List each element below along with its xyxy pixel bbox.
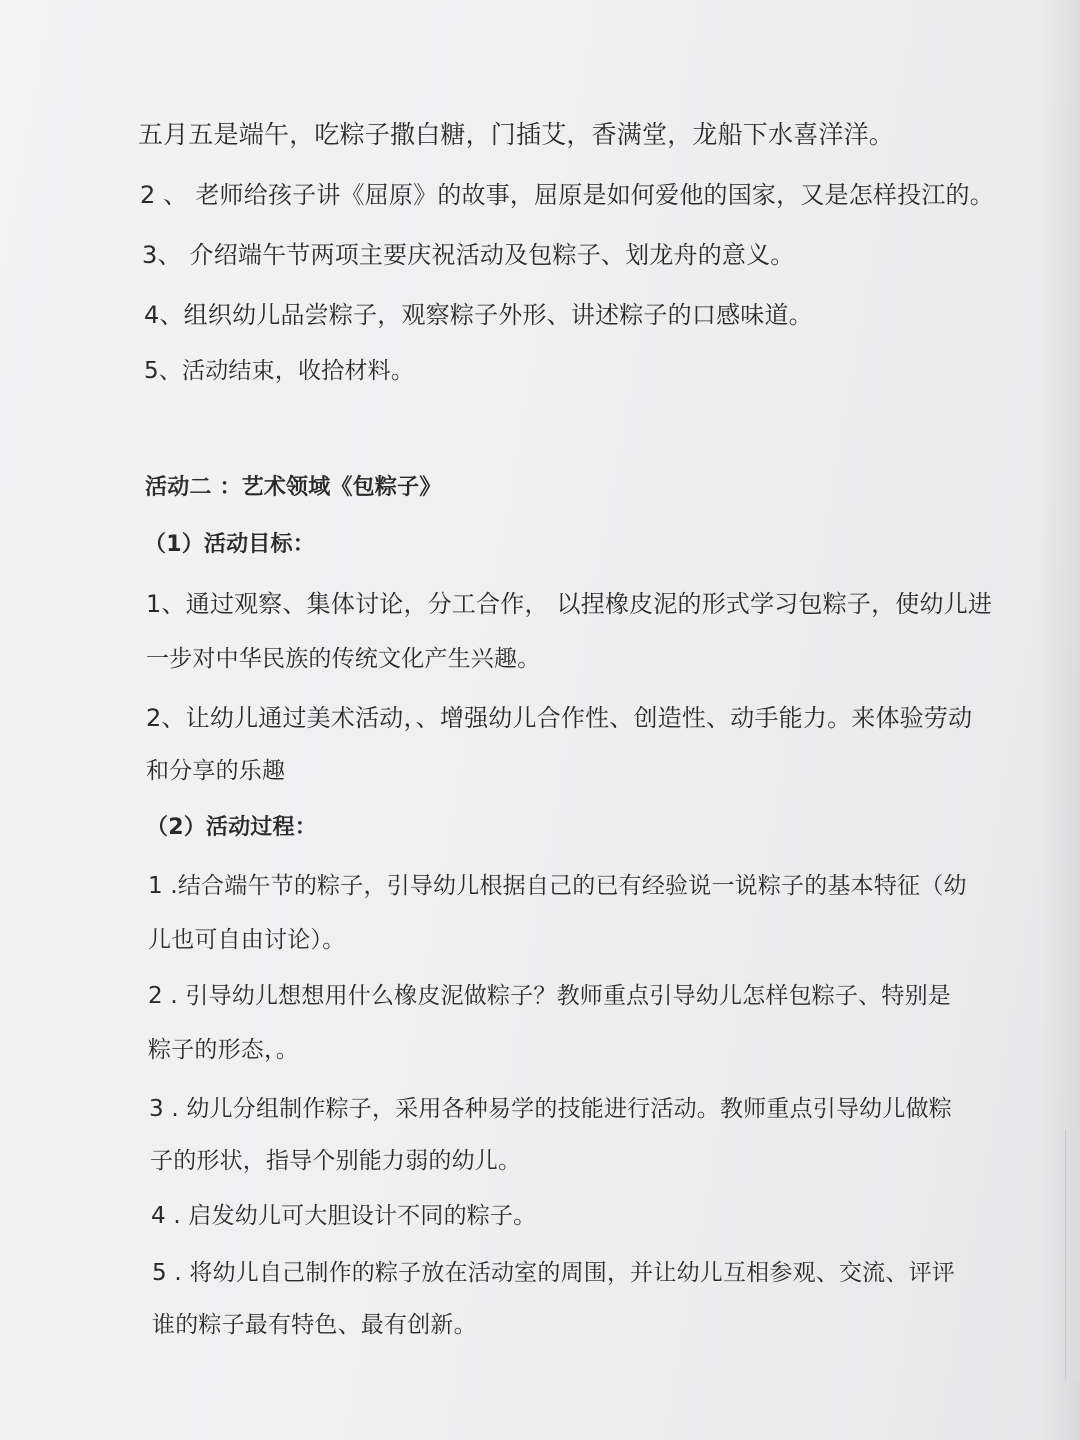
text-line: 3、 介绍端午节两项主要庆祝活动及包粽子、划龙舟的意义。 [142,241,795,269]
text-line: 子的形状，指导个别能力弱的幼儿。 [150,1148,522,1174]
text-line: 1 .结合端午节的粽子，引导幼儿根据自己的已有经验说一说粽子的基本特征（幼 [148,873,967,899]
text-line: 3 . 幼儿分组制作粽子，采用各种易学的技能进行活动。教师重点引导幼儿做粽 [149,1096,952,1122]
show-through-mark [390,395,810,421]
section-heading: 活动二 ：艺术领域《包粽子》 [145,475,442,500]
text-line: 5 . 将幼儿自己制作的粽子放在活动室的周围，并让幼儿互相参观、交流、评评 [152,1260,955,1286]
text-line: 2 . 引导幼儿想想用什么橡皮泥做粽子？教师重点引导幼儿怎样包粽子、特别是 [148,983,951,1009]
show-through-mark [610,340,720,368]
text-line: 和分享的乐趣 [146,758,286,784]
text-line: 5、活动结束，收拾材料。 [144,358,415,384]
subsection-heading: （2）活动过程： [146,815,317,840]
text-line: 一步对中华民族的传统文化产生兴趣。 [146,646,541,672]
text-line: 2、让幼儿通过美术活动，、增强幼儿合作性、创造性、动手能力。来体验劳动 [146,704,973,732]
subsection-heading: （1）活动目标： [144,532,315,557]
text-line: 4、组织幼儿品尝粽子，观察粽子外形、讲述粽子的口感味道。 [144,301,813,329]
text-line: 1、通过观察、集体讨论，分工合作， 以捏橡皮泥的形式学习包粽子，使幼儿进 [146,590,993,618]
underlying-page-edge [1065,1130,1080,1380]
text-line: 粽子的形态，。 [148,1037,299,1063]
text-line: 4 . 启发幼儿可大胆设计不同的粽子。 [151,1203,537,1229]
text-line: 谁的粽子最有特色、最有创新。 [152,1312,477,1338]
text-line: 2 、 老师给孩子讲《屈原》的故事，屈原是如何爱他的国家，又是怎样投江的。 [140,181,994,209]
show-through-mark [560,800,980,826]
text-line: 儿也可自由讨论）。 [148,927,346,953]
text-line: 五月五是端午，吃粽子撒白糖，门插艾，香满堂，龙船下水喜洋洋。 [138,120,895,149]
